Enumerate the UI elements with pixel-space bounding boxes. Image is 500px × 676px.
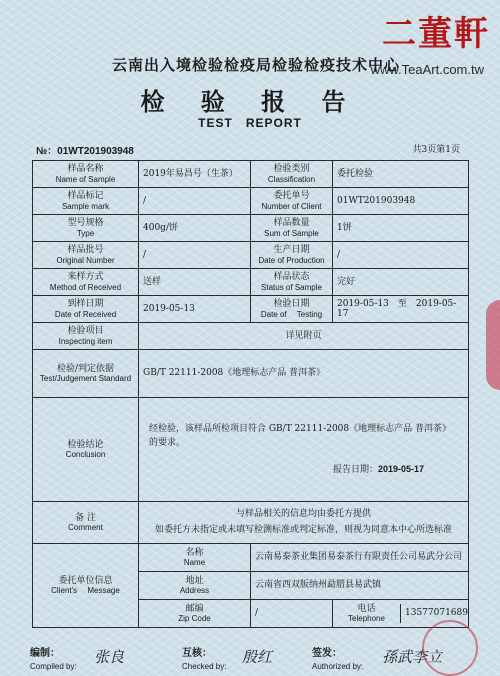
value-zip-code: / — [251, 600, 333, 628]
table-row — [33, 215, 469, 242]
value-method-of-received: 送样 — [139, 269, 251, 296]
brand-logo: 二董軒 — [382, 14, 490, 54]
seal-stamp — [422, 620, 478, 676]
table-row — [33, 398, 469, 502]
value-classification: 委托检验 — [333, 161, 469, 188]
table-row — [33, 161, 469, 188]
table-row — [33, 323, 469, 350]
value-client-name: 云南易泰茶业集团易泰茶行有限责任公司易武分公司 — [251, 544, 469, 572]
value-date-of-testing: 2019-05-13 至 2019-05-17 — [333, 296, 469, 323]
checked-signature: 殷红 — [242, 648, 273, 666]
comment-line-1: 与样品相关的信息均由委托方提供 — [235, 509, 371, 520]
value-sample-mark: / — [139, 188, 251, 215]
label-status-of-sample: 样品状态 Status of Sample — [251, 269, 333, 296]
label-classification: 检验类别 Classification — [251, 161, 333, 188]
label-comment: 备 注 Comment — [33, 502, 139, 544]
value-client-address: 云南省西双版纳州勐腊县易武镇 — [251, 572, 469, 600]
report-date: 报告日期：2019-05-17 — [332, 464, 424, 476]
label-original-number: 样品批号 Original Number — [33, 242, 139, 269]
report-title-en: TEST REPORT — [198, 116, 302, 130]
label-telephone: 电话 Telephone — [333, 604, 401, 624]
signature-footer — [30, 644, 470, 672]
label-sum-of-sample: 样品数量 Sum of Sample — [251, 215, 333, 242]
label-client-name: 名称 Name — [139, 544, 251, 572]
label-zip-code: 邮编 Zip Code — [139, 600, 251, 628]
value-original-number: / — [139, 242, 251, 269]
report-title-cn: 检 验 报 告 — [140, 87, 360, 116]
table-row — [33, 502, 469, 544]
page-info: 共3页第1页 — [412, 145, 460, 155]
table-row — [33, 188, 469, 215]
label-date-of-testing: 检验日期 Date of Testing — [251, 296, 333, 323]
table-row — [33, 350, 469, 398]
value-sum-of-sample: 1饼 — [333, 215, 469, 242]
table-row — [33, 269, 469, 296]
brand-url: www.TeaArt.com.tw — [370, 62, 484, 77]
label-date-of-received: 到样日期 Date of Received — [33, 296, 139, 323]
value-telephone: 13577071689 — [405, 608, 468, 619]
label-inspecting-item: 检验项目 Inspecting item — [33, 323, 139, 350]
label-client-message: 委托单位信息 Client's Message — [33, 544, 139, 628]
compiled-by: 编制： Compiled by: — [30, 648, 77, 671]
value-test-standard: GB/T 22111-2008《地理标志产品 普洱茶》 — [139, 350, 469, 398]
label-type: 型号规格 Type — [33, 215, 139, 242]
compiled-signature: 张良 — [94, 648, 125, 666]
comment-cell — [139, 502, 469, 544]
seal-stamp-edge — [486, 300, 500, 390]
conclusion-cell — [139, 398, 469, 502]
organization-title: 云南出入境检验检疫局检验检疫技术中心 — [112, 56, 401, 74]
checked-by: 互核： Checked by: — [182, 648, 227, 671]
report-table — [32, 160, 469, 628]
label-client-address: 地址 Address — [139, 572, 251, 600]
value-date-of-production: / — [333, 242, 469, 269]
label-date-of-production: 生产日期 Date of Production — [251, 242, 333, 269]
label-method-of-received: 来样方式 Method of Received — [33, 269, 139, 296]
comment-line-2: 如委托方未指定或未填写检测标准或判定标准，则视为同意本中心所选标准 — [154, 524, 452, 535]
label-conclusion: 检验结论 Conclusion — [33, 398, 139, 502]
value-client-number: 01WT201903948 — [333, 188, 469, 215]
table-row — [33, 296, 469, 323]
value-inspecting-item: 详见附页 — [139, 323, 469, 350]
label-sample-name: 样品名称 Name of Sample — [33, 161, 139, 188]
authorized-signature: 孫武李立 — [382, 648, 443, 666]
authorized-by: 签发： Authorized by: — [312, 648, 364, 671]
label-sample-mark: 样品标记 Sample mark — [33, 188, 139, 215]
conclusion-text: 经检验，该样品所检项目符合 GB/T 22111-2008《地理标志产品 普洱茶》的要求。 — [149, 424, 451, 448]
value-date-of-received: 2019-05-13 — [139, 296, 251, 323]
value-status-of-sample: 完好 — [333, 269, 469, 296]
value-sample-name: 2019年易昌号（生茶） — [139, 161, 251, 188]
value-type: 400g/饼 — [139, 215, 251, 242]
label-test-standard: 检验/判定依据 Test/Judgement Standard — [33, 350, 139, 398]
label-client-number: 委托单号 Number of Client — [251, 188, 333, 215]
table-row — [33, 544, 469, 572]
report-number: №：01WT201903948 — [36, 146, 134, 157]
table-row — [33, 242, 469, 269]
